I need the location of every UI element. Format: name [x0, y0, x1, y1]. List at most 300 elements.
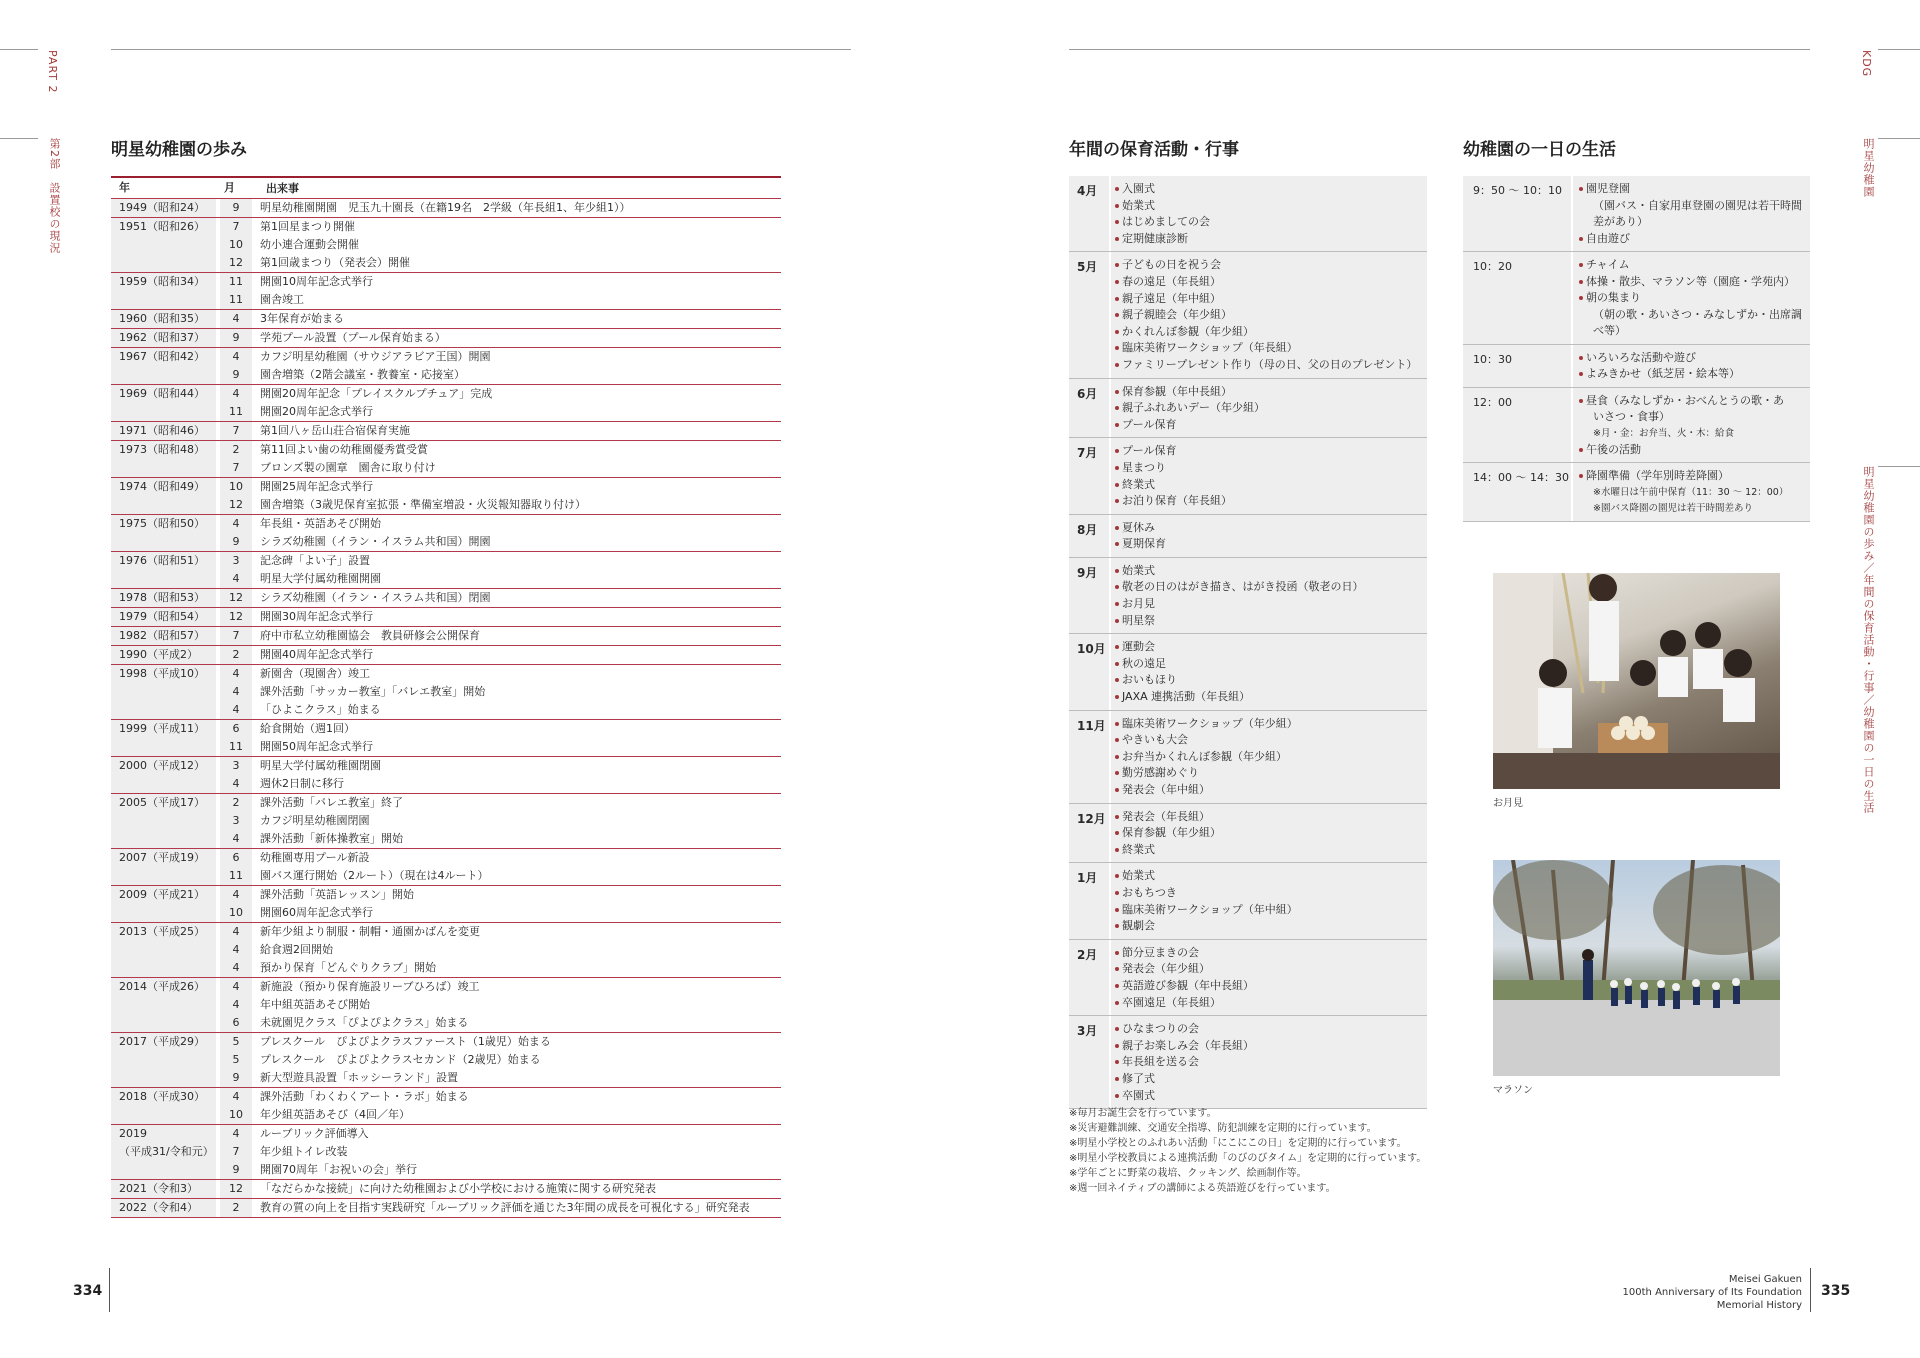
annual-month-block — [1069, 515, 1427, 558]
timeline-year: 2007（平成19） — [111, 849, 216, 885]
daily-item-detail: 差があり） — [1593, 215, 1648, 228]
annual-item-text: 終業式 — [1122, 477, 1155, 491]
annual-month-label: 9月 — [1077, 565, 1098, 580]
daily-item-detail: （園バス・自家用車登園の園児は若干時間 — [1593, 198, 1802, 212]
timeline-month: 10 — [229, 1108, 243, 1121]
daily-time-block — [1463, 345, 1810, 388]
bullet-icon — [1115, 280, 1119, 284]
timeline-event: 新年少組より制服・制帽・通園かばんを変更 — [260, 925, 480, 938]
daily-item — [1579, 231, 1810, 248]
timeline-year: 1969（昭和44） — [111, 385, 216, 421]
timeline-month: 9 — [232, 201, 240, 214]
daily-time-block — [1463, 463, 1810, 522]
footer-credit — [1560, 1273, 1802, 1312]
bullet-icon — [1115, 204, 1119, 208]
timeline-row — [111, 720, 781, 757]
annual-item — [1115, 214, 1427, 231]
section-rule-right — [1878, 138, 1920, 139]
timeline-year: 2019 （平成31/令和元） — [111, 1125, 216, 1179]
bullet-icon — [1115, 390, 1119, 394]
timeline-event: ルーブリック評価導入 — [260, 1127, 369, 1140]
annual-item — [1115, 536, 1427, 553]
kdg-label: KDG — [1860, 50, 1873, 78]
annual-item-text: 年長組を送る会 — [1122, 1055, 1199, 1069]
annual-item-text: はじめましての会 — [1122, 215, 1210, 229]
timeline-month: 4 — [232, 980, 240, 993]
timeline-event: 学苑プール設置（プール保育始まる） — [260, 331, 446, 344]
photo-marathon — [1493, 860, 1780, 1076]
timeline-month: 11 — [229, 740, 243, 753]
annual-item-text: 修了式 — [1122, 1071, 1155, 1085]
bullet-icon — [1115, 220, 1119, 224]
timeline-event: 第1回歳まつり（発表会）開催 — [260, 256, 410, 269]
annual-month-block — [1069, 1016, 1427, 1109]
timeline-event: 府中市私立幼稚園協会 教員研修会公開保育 — [260, 629, 480, 642]
bullet-icon — [1115, 1060, 1119, 1064]
timeline-months — [220, 720, 252, 756]
timeline-events — [256, 923, 781, 977]
timeline-month: 4 — [232, 685, 240, 698]
timeline-year: 1959（昭和34） — [111, 273, 216, 309]
timeline-months — [220, 1033, 252, 1087]
annual-month-label: 6月 — [1077, 386, 1098, 401]
bullet-icon — [1115, 542, 1119, 546]
timeline-year: 2022（令和4） — [111, 1199, 216, 1217]
bullet-icon — [1579, 399, 1583, 403]
photo-otsukimi-illustration — [1493, 573, 1780, 789]
annual-item-text: ファミリープレゼント作り（母の日、父の日のプレゼント） — [1122, 357, 1418, 371]
timeline-month: 7 — [232, 220, 240, 233]
annual-month-label: 11月 — [1077, 718, 1106, 733]
annual-item-text: お泊り保育（年長組） — [1122, 494, 1232, 508]
daily-item — [1579, 442, 1810, 459]
annual-item-text: プール保育 — [1122, 444, 1177, 458]
daily-item — [1579, 366, 1810, 383]
timeline-month: 10 — [229, 480, 243, 493]
section-label: 第2部 設置校の現況 — [48, 138, 61, 254]
timeline-months — [220, 646, 252, 664]
annual-item-text: お月見 — [1122, 597, 1155, 611]
annual-item — [1115, 995, 1427, 1012]
annual-item — [1115, 1071, 1427, 1088]
timeline-events — [256, 515, 781, 551]
annual-item — [1115, 417, 1427, 434]
daily-item — [1579, 181, 1810, 198]
timeline-year: 1967（昭和42） — [111, 348, 216, 384]
annual-note: ※明星小学校とのふれあい活動「にこにこの日」を定期的に行っています。 — [1069, 1138, 1407, 1149]
bullet-icon — [1115, 695, 1119, 699]
annual-item-text: 臨床美術ワークショップ（年少組） — [1122, 716, 1298, 730]
timeline-month: 4 — [232, 1127, 240, 1140]
bullet-icon — [1115, 1094, 1119, 1098]
timeline-event: 園舎竣工 — [260, 293, 304, 306]
annual-item-text: 明星祭 — [1122, 613, 1155, 627]
bullet-icon — [1115, 1077, 1119, 1081]
annual-item-text: 節分豆まきの会 — [1122, 945, 1199, 959]
bullet-icon — [1115, 423, 1119, 427]
timeline-event: 給食週2回開始 — [260, 943, 333, 956]
timeline-month: 6 — [232, 1016, 240, 1029]
daily-time-block — [1463, 388, 1810, 464]
timeline-month: 11 — [229, 405, 243, 418]
annual-item-text: 観劇会 — [1122, 919, 1155, 933]
annual-items — [1109, 634, 1427, 709]
annual-month-label: 5月 — [1077, 260, 1098, 275]
annual-item-text: 始業式 — [1122, 198, 1155, 212]
annual-item-text: JAXA 連携活動（年長組） — [1122, 690, 1251, 704]
timeline-row — [111, 978, 781, 1033]
timeline-months — [220, 608, 252, 626]
timeline-year: 1998（平成10） — [111, 665, 216, 719]
vertical-label-contents: 明星幼稚園の歩み／年間の保育活動・行事／幼稚園の一日の生活 — [1862, 466, 1875, 814]
timeline-row — [111, 849, 781, 886]
timeline-events — [256, 1125, 781, 1179]
bullet-icon — [1579, 263, 1583, 267]
annual-item — [1115, 749, 1427, 766]
timeline-event: カフジ明星幼稚園閉園 — [260, 814, 370, 827]
annual-item — [1115, 961, 1427, 978]
annual-item — [1115, 460, 1427, 477]
timeline-months — [220, 441, 252, 477]
bullet-icon — [1115, 815, 1119, 819]
annual-items — [1109, 515, 1427, 557]
daily-item-text: 朝の集まり — [1586, 291, 1641, 304]
timeline-events — [256, 273, 781, 309]
top-rule-right — [1069, 49, 1810, 50]
annual-item — [1115, 477, 1427, 494]
bullet-icon — [1579, 187, 1583, 191]
annual-month-block — [1069, 176, 1427, 252]
bullet-icon — [1579, 356, 1583, 360]
timeline-month: 2 — [232, 1201, 240, 1214]
annual-month-label: 10月 — [1077, 642, 1106, 657]
annual-month-label: 12月 — [1077, 811, 1106, 826]
page-number-right: 335 — [1821, 1283, 1851, 1299]
timeline-events — [256, 199, 781, 217]
timeline-header — [111, 178, 781, 199]
timeline-months — [220, 665, 252, 719]
annual-note: ※学年ごとに野菜の栽培、クッキング、絵画制作等。 — [1069, 1168, 1307, 1179]
timeline-events — [256, 627, 781, 645]
annual-item — [1115, 579, 1427, 596]
timeline-events — [256, 849, 781, 885]
daily-items — [1573, 345, 1810, 387]
timeline-events — [256, 441, 781, 477]
timeline-row — [111, 310, 781, 329]
timeline-events — [256, 757, 781, 793]
timeline-month: 4 — [232, 350, 240, 363]
timeline-month: 4 — [232, 517, 240, 530]
timeline-year: 1979（昭和54） — [111, 608, 216, 626]
annual-item — [1115, 825, 1427, 842]
annual-item-text: おいもほり — [1122, 673, 1177, 687]
daily-item-text: 降園準備（学年別時差降園） — [1586, 469, 1729, 482]
timeline-events — [256, 310, 781, 328]
timeline-month: 9 — [232, 1163, 240, 1176]
annual-items — [1109, 711, 1427, 803]
timeline-event: 明星幼稚園開園 児玉九十園長（在籍19名 2学級（年長組1、年少組1）） — [260, 201, 631, 214]
timeline-event: 明星大学付属幼稚園閉園 — [260, 759, 381, 772]
daily-item-text: 体操・散歩、マラソン等（園庭・学苑内） — [1586, 274, 1795, 288]
timeline-event: 課外活動「バレエ教室」終了 — [260, 796, 403, 809]
annual-item — [1115, 1088, 1427, 1105]
timeline-event: シラズ幼稚園（イラン・イスラム共和国）閉園 — [260, 591, 491, 604]
annual-note: ※災害避難訓練、交通安全指導、防犯訓練を定期的に行っています。 — [1069, 1123, 1377, 1134]
bullet-icon — [1115, 788, 1119, 792]
photo-marathon-illustration — [1493, 860, 1780, 1076]
timeline-row — [111, 478, 781, 515]
timeline-month: 9 — [232, 331, 240, 344]
daily-item-note: ※園バス降園の園児は若干時間差あり — [1593, 502, 1753, 514]
daily-time: 14：00 〜 14：30 — [1463, 463, 1573, 521]
annual-item — [1115, 257, 1427, 274]
timeline-months — [220, 273, 252, 309]
daily-items — [1573, 388, 1810, 463]
timeline-year: 2017（平成29） — [111, 1033, 216, 1087]
timeline-table — [111, 176, 781, 1218]
timeline-event: 第1回八ヶ岳山荘合宿保育実施 — [260, 424, 410, 437]
timeline-month: 9 — [232, 1071, 240, 1084]
daily-time: 10：20 — [1463, 252, 1573, 344]
timeline-months — [220, 199, 252, 217]
top-rule-right-edge — [1878, 49, 1920, 50]
timeline-month: 3 — [232, 554, 240, 567]
annual-month-label: 8月 — [1077, 522, 1098, 537]
header-month: 月 — [220, 178, 252, 198]
timeline-event: 開園50周年記念式挙行 — [260, 740, 373, 753]
annual-items — [1109, 252, 1427, 377]
annual-item-text: 臨床美術ワークショップ（年長組） — [1122, 341, 1298, 355]
timeline-month: 11 — [229, 275, 243, 288]
annual-item-text: 夏期保育 — [1122, 537, 1166, 551]
timeline-events — [256, 552, 781, 588]
annual-items — [1109, 804, 1427, 863]
bullet-icon — [1579, 280, 1583, 284]
timeline-row — [111, 757, 781, 794]
annual-item-text: 勤労感謝めぐり — [1122, 766, 1199, 780]
annual-item — [1115, 842, 1427, 859]
timeline-year: 1949（昭和24） — [111, 199, 216, 217]
daily-item-text: チャイム — [1586, 258, 1630, 271]
annual-item — [1115, 181, 1427, 198]
timeline-event: 年少組英語あそび（4回／年） — [260, 1108, 410, 1121]
timeline-month: 4 — [232, 943, 240, 956]
timeline-month: 4 — [232, 1090, 240, 1103]
timeline-event: 新大型遊具設置「ホッシーランド」設置 — [260, 1071, 458, 1084]
annual-month-block — [1069, 634, 1427, 710]
timeline-row — [111, 552, 781, 589]
timeline-months — [220, 589, 252, 607]
annual-item — [1115, 563, 1427, 580]
daily-time: 12：00 — [1463, 388, 1573, 463]
daily-item-text: 昼食（みなしずか・おべんとうの歌・あ — [1586, 393, 1784, 407]
annual-item-text: 発表会（年少組） — [1122, 962, 1210, 976]
annual-item-text: おもちつき — [1122, 885, 1177, 899]
bullet-icon — [1115, 346, 1119, 350]
annual-item-text: 臨床美術ワークショップ（年中組） — [1122, 902, 1298, 916]
annual-item-text: 保育参観（年中長組） — [1122, 384, 1232, 398]
header-event: 出来事 — [266, 182, 299, 195]
daily-item — [1579, 257, 1810, 274]
timeline-month: 12 — [229, 1182, 243, 1195]
annual-item-text: 親子ふれあいデー（年少組） — [1122, 401, 1265, 415]
timeline-months — [220, 218, 252, 272]
timeline-month: 10 — [229, 238, 243, 251]
timeline-event: 幼稚園専用プール新設 — [260, 851, 370, 864]
annual-item — [1115, 716, 1427, 733]
footer-line-3: Memorial History — [1716, 1300, 1802, 1311]
daily-time: 10：30 — [1463, 345, 1573, 387]
timeline-event: 給食開始（週1回） — [260, 722, 355, 735]
annual-item — [1115, 493, 1427, 510]
annual-month-block — [1069, 804, 1427, 864]
annual-item — [1115, 340, 1427, 357]
timeline-events — [256, 478, 781, 514]
annual-notes — [1069, 1106, 1426, 1196]
timeline-month: 11 — [229, 293, 243, 306]
timeline-row — [111, 608, 781, 627]
timeline-month: 7 — [232, 1145, 240, 1158]
timeline-year: 1951（昭和26） — [111, 218, 216, 272]
timeline-year: 1960（昭和35） — [111, 310, 216, 328]
annual-item — [1115, 868, 1427, 885]
timeline-row — [111, 385, 781, 422]
timeline-row — [111, 1088, 781, 1125]
daily-item — [1579, 290, 1810, 307]
timeline-events — [256, 886, 781, 922]
timeline-events — [256, 589, 781, 607]
annual-items — [1109, 940, 1427, 1015]
timeline-events — [256, 978, 781, 1032]
timeline-event: 開園20周年記念式挙行 — [260, 405, 373, 418]
bullet-icon — [1579, 372, 1583, 376]
timeline-title: 明星幼稚園の歩み — [111, 140, 247, 160]
timeline-months — [220, 385, 252, 421]
annual-item — [1115, 198, 1427, 215]
timeline-month: 3 — [232, 759, 240, 772]
annual-item-text: 運動会 — [1122, 640, 1155, 654]
bullet-icon — [1115, 406, 1119, 410]
bullet-icon — [1115, 585, 1119, 589]
timeline-month: 9 — [232, 535, 240, 548]
timeline-events — [256, 348, 781, 384]
daily-items — [1573, 252, 1810, 344]
bullet-icon — [1579, 448, 1583, 452]
timeline-months — [220, 1088, 252, 1124]
annual-note: ※週一回ネイティブの講師による英語遊びを行っています。 — [1069, 1183, 1336, 1194]
timeline-months — [220, 1199, 252, 1217]
annual-month-label: 2月 — [1077, 947, 1098, 962]
part-label: PART 2 — [46, 50, 59, 94]
bullet-icon — [1115, 645, 1119, 649]
timeline-event: 課外活動「新体操教室」開始 — [260, 832, 403, 845]
annual-item — [1115, 520, 1427, 537]
annual-items — [1109, 1016, 1427, 1108]
timeline-events — [256, 1180, 781, 1198]
timeline-event: 第1回星まつり開催 — [260, 220, 355, 233]
timeline-month: 7 — [232, 424, 240, 437]
timeline-year: 1962（昭和37） — [111, 329, 216, 347]
page-number-divider-left — [109, 1268, 110, 1312]
timeline-month: 4 — [232, 888, 240, 901]
bullet-icon — [1115, 1044, 1119, 1048]
timeline-month: 2 — [232, 443, 240, 456]
bullet-icon — [1115, 755, 1119, 759]
annual-item-text: かくれんぼ参観（年少組） — [1122, 324, 1254, 338]
annual-month-block — [1069, 438, 1427, 514]
timeline-events — [256, 1088, 781, 1124]
timeline-event: 課外活動「サッカー教室」「バレエ教室」開始 — [260, 685, 486, 698]
timeline-event: 開園70周年「お祝いの会」挙行 — [260, 1163, 417, 1176]
daily-schedule-table — [1463, 176, 1810, 522]
timeline-event: 「なだらかな接続」に向けた幼稚園および小学校における施策に関する研究発表 — [260, 1182, 656, 1195]
annual-item — [1115, 918, 1427, 935]
timeline-months — [220, 978, 252, 1032]
annual-item-text: 始業式 — [1122, 563, 1155, 577]
annual-activities-table — [1069, 176, 1427, 1109]
timeline-months — [220, 1180, 252, 1198]
annual-items — [1109, 438, 1427, 513]
timeline-events — [256, 422, 781, 440]
daily-item — [1579, 350, 1810, 367]
timeline-events — [256, 608, 781, 626]
timeline-events — [256, 1199, 781, 1217]
timeline-months — [220, 348, 252, 384]
annual-item — [1115, 639, 1427, 656]
annual-items — [1109, 863, 1427, 938]
bullet-icon — [1115, 263, 1119, 267]
annual-item — [1115, 443, 1427, 460]
timeline-events — [256, 665, 781, 719]
daily-item-text: いろいろな活動や遊び — [1586, 350, 1696, 364]
timeline-months — [220, 794, 252, 848]
annual-item-text: やきいも大会 — [1122, 733, 1188, 747]
timeline-month: 4 — [232, 832, 240, 845]
timeline-row — [111, 1199, 781, 1218]
timeline-events — [256, 794, 781, 848]
timeline-event: 記念碑「よい子」設置 — [260, 554, 370, 567]
bullet-icon — [1115, 1001, 1119, 1005]
annual-month-block — [1069, 379, 1427, 439]
bullet-icon — [1115, 237, 1119, 241]
annual-title: 年間の保育活動・行事 — [1069, 140, 1239, 160]
bullet-icon — [1115, 526, 1119, 530]
timeline-month: 4 — [232, 572, 240, 585]
timeline-events — [256, 329, 781, 347]
bullet-icon — [1115, 951, 1119, 955]
timeline-months — [220, 329, 252, 347]
timeline-months — [220, 552, 252, 588]
timeline-event: ブロンズ製の園章 園舎に取り付け — [260, 461, 436, 474]
annual-item-text: 定期健康診断 — [1122, 231, 1188, 245]
timeline-event: シラズ幼稚園（イラン・イスラム共和国）開園 — [260, 535, 491, 548]
timeline-event: 明星大学付属幼稚園開園 — [260, 572, 381, 585]
annual-item — [1115, 782, 1427, 799]
timeline-events — [256, 385, 781, 421]
timeline-event: 教育の質の向上を目指す実践研究「ルーブリック評価を通じた3年間の成長を可視化する」研究発表 — [260, 1201, 750, 1214]
annual-item-text: 始業式 — [1122, 869, 1155, 883]
timeline-year: 2000（平成12） — [111, 757, 216, 793]
annual-month-block — [1069, 711, 1427, 804]
bullet-icon — [1115, 363, 1119, 367]
annual-item — [1115, 1054, 1427, 1071]
timeline-month: 10 — [229, 906, 243, 919]
timeline-year: 1973（昭和48） — [111, 441, 216, 477]
daily-time-block — [1463, 252, 1810, 345]
annual-item-text: 親子お楽しみ会（年長組） — [1122, 1038, 1254, 1052]
timeline-month: 4 — [232, 703, 240, 716]
timeline-event: 課外活動「英語レッスン」開始 — [260, 888, 414, 901]
